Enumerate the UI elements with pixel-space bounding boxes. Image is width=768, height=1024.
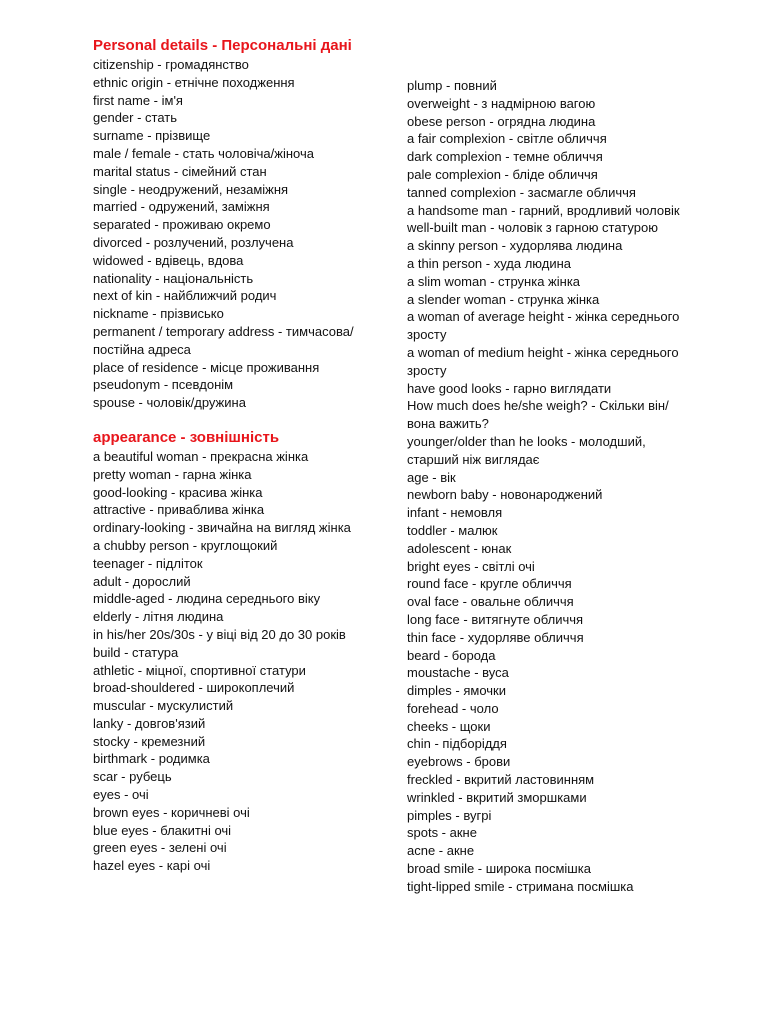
right-column — [407, 77, 687, 896]
vocab-entry: round face - кругле обличчя — [407, 576, 572, 592]
vocab-entry: athletic - міцної, спортивної статури — [93, 662, 306, 678]
vocab-entry: permanent / temporary address - тимчасова/постійна адреса — [93, 323, 354, 357]
vocab-entry: overweight - з надмірною вагою — [407, 95, 596, 111]
vocab-entry: obese person - огрядна людина — [407, 113, 596, 129]
vocab-entry: pimples - вугрі — [407, 807, 492, 823]
vocab-entry: a woman of medium height - жінка середнього зросту — [407, 344, 679, 378]
vocab-entry: next of kin - найближчий родич — [93, 288, 277, 304]
vocab-entry: chin - підборіддя — [407, 736, 507, 752]
vocab-entry: single - неодружений, незаміжня — [93, 181, 289, 197]
vocab-entry: birthmark - родимка — [93, 751, 210, 767]
vocab-entry: pale complexion - бліде обличчя — [407, 166, 598, 182]
left-column — [93, 36, 355, 875]
vocab-entry: eyes - очі — [93, 787, 149, 803]
vocab-entry: tight-lipped smile - стримана посмішка — [407, 878, 634, 894]
vocab-entry: spouse - чоловік/дружина — [93, 395, 246, 411]
vocab-entry: adolescent - юнак — [407, 540, 512, 556]
vocab-entry: forehead - чоло — [407, 700, 499, 716]
vocab-entry: build - статура — [93, 644, 179, 660]
vocab-entry: a slender woman - стрункa жінка — [407, 291, 600, 307]
vocab-entry: in his/her 20s/30s - у віці від 20 до 30 років — [93, 626, 346, 642]
vocab-entry: widowed - вдівець, вдова — [93, 252, 244, 268]
vocab-entry: separated - проживаю окремо — [93, 217, 271, 233]
vocab-entry: newborn baby - новонароджений — [407, 487, 603, 503]
vocab-entry: eyebrows - брови — [407, 754, 511, 770]
vocab-entry: oval face - овальне обличчя — [407, 594, 574, 610]
vocab-entry: gender - стать — [93, 110, 178, 126]
vocab-entry: elderly - літня людина — [93, 609, 224, 625]
vocab-entry: moustache - вуса — [407, 665, 509, 681]
vocab-entry: first name - ім'я — [93, 92, 183, 108]
vocab-entry: scar - рубець — [93, 769, 172, 785]
vocab-entry: a beautiful woman - прекрасна жінка — [93, 448, 309, 464]
vocab-entry: attractive - приваблива жінка — [93, 502, 265, 518]
vocab-entry: tanned complexion - засмагле обличчя — [407, 184, 636, 200]
vocab-entry: a handsome man - гарний, вродливий чоловік — [407, 202, 680, 218]
vocab-entry: cheeks - щоки — [407, 718, 491, 734]
vocab-entry: male / female - стать чоловіча/жіноча — [93, 145, 314, 161]
vocab-entry: plump - повний — [407, 78, 497, 93]
vocab-entry: pseudonym - псевдонім — [93, 377, 234, 393]
vocab-entry: acne - акне — [407, 843, 475, 859]
heading-appearance: appearance - зовнішність — [93, 428, 280, 446]
appearance-list — [93, 448, 355, 875]
vocab-entry: a thin person - худа людина — [407, 255, 572, 271]
vocab-entry: toddler - малюк — [407, 522, 498, 538]
vocab-entry: a woman of average height - жінка середнього зросту — [407, 309, 680, 343]
vocab-entry: a slim woman - струнка жінка — [407, 273, 581, 289]
vocab-entry: thin face - худорляве обличчя — [407, 629, 584, 645]
vocab-entry: brown eyes - коричневі очі — [93, 804, 250, 820]
vocab-entry: lanky - довгов'язий — [93, 715, 206, 731]
vocab-entry: a chubby person - круглощокий — [93, 537, 278, 553]
vocab-entry: bright eyes - світлі очі — [407, 558, 535, 574]
vocab-entry: younger/older than he looks - молодший, старший ніж виглядає — [407, 433, 646, 467]
vocab-entry: a skinny person - худорлява людина — [407, 238, 623, 254]
vocab-entry: teenager - підліток — [93, 555, 203, 571]
vocab-entry: ordinary-looking - звичайна на вигляд жінка — [93, 520, 351, 536]
vocab-entry: long face - витягнуте обличчя — [407, 611, 584, 627]
vocab-entry: married - одружений, заміжня — [93, 199, 270, 215]
vocab-entry: infant - немовля — [407, 505, 503, 521]
vocab-entry: muscular - мускулистий — [93, 698, 234, 714]
vocab-entry: dark complexion - темне обличчя — [407, 149, 603, 165]
vocab-entry: stocky - кремезний — [93, 733, 206, 749]
appearance-continued-list — [407, 77, 687, 896]
vocab-entry: broad-shouldered - широкоплечий — [93, 680, 295, 696]
vocab-entry: have good looks - гарно виглядати — [407, 380, 612, 396]
vocab-entry: nickname - прізвисько — [93, 306, 224, 322]
vocab-entry: blue eyes - блакитні очі — [93, 822, 232, 838]
vocab-entry: hazel eyes - карі очі — [93, 858, 211, 874]
vocab-entry: green eyes - зелені очі — [93, 840, 227, 856]
vocab-entry: place of residence - місце проживання — [93, 359, 320, 375]
vocab-entry: wrinkled - вкритий зморшками — [407, 789, 587, 805]
vocab-entry: a fair complexion - світле обличчя — [407, 131, 607, 147]
vocab-entry: spots - акне — [407, 825, 477, 841]
vocab-entry: good-looking - красива жінка — [93, 484, 263, 500]
vocab-entry: nationality - національність — [93, 270, 254, 286]
vocab-entry: age - вік — [407, 469, 456, 485]
vocab-entry: surname - прізвище — [93, 128, 211, 144]
vocab-entry: ethnic origin - етнічне походження — [93, 74, 295, 90]
vocab-entry: pretty woman - гарна жінка — [93, 466, 252, 482]
vocab-entry: well-built man - чоловік з гарною статурою — [407, 220, 658, 236]
vocab-entry: broad smile - широка посмішка — [407, 861, 591, 877]
vocab-entry: adult - дорослий — [93, 573, 191, 589]
vocab-entry: freckled - вкритий ластовинням — [407, 772, 595, 788]
vocab-entry: citizenship - громадянство — [93, 57, 249, 72]
vocab-entry: How much does he/she weigh? - Скільки він/вона важить? — [407, 398, 669, 432]
vocab-entry: divorced - розлучений, розлучена — [93, 234, 294, 250]
personal-details-list — [93, 56, 355, 412]
vocab-entry: beard - борода — [407, 647, 496, 663]
vocab-entry: middle-aged - людина середнього віку — [93, 591, 321, 607]
vocab-entry: dimples - ямочки — [407, 683, 506, 699]
vocab-entry: marital status - сімейний стан — [93, 163, 267, 179]
heading-personal-details: Personal details - Персональні дані — [93, 37, 352, 54]
